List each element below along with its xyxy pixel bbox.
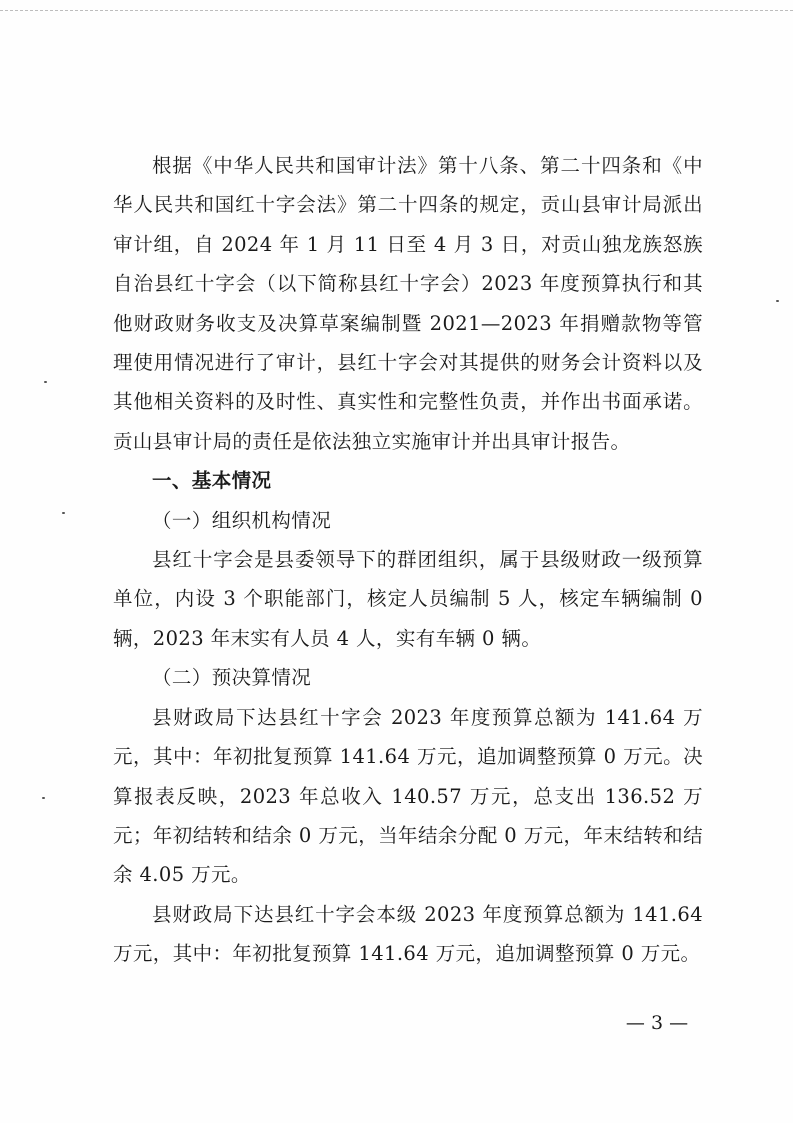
budget-paragraph-1: 县财政局下达县红十字会 2023 年度预算总额为 141.64 万元，其中：年初批复预算 141.64 万元，追加调整预算 0 万元。决算报表反映，2023 年总收入 140.57 万元，总支出 136.52 万元；年初结转和结余 0 万元，当年结余分配 0 万元，年末结转和结余 4.05 万元。 <box>113 705 703 887</box>
subsection-heading-organization: （一）组织机构情况 <box>152 508 332 532</box>
scan-edge-line <box>0 10 793 11</box>
scan-speck <box>44 381 47 383</box>
organization-paragraph: 县红十字会是县委领导下的群团组织，属于县级财政一级预算单位，内设 3 个职能部门，核定人员编制 5 人，核定车辆编制 0 辆，2023 年末实有人员 4 人，实有车辆 0 辆。 <box>113 548 703 650</box>
subsection-heading-budget: （二）预决算情况 <box>152 666 312 690</box>
section-heading-basic-info: 一、基本情况 <box>152 469 272 493</box>
scan-speck <box>62 512 65 514</box>
document-body <box>113 146 703 974</box>
scan-speck <box>776 300 779 302</box>
scan-speck <box>42 797 45 799</box>
page-number: — 3 — <box>625 1012 689 1034</box>
intro-paragraph: 根据《中华人民共和国审计法》第十八条、第二十四条和《中华人民共和国红十字会法》第二十四条的规定，贡山县审计局派出审计组，自 2024 年 1 月 11 日至 4 月 3 日，对贡山独龙族怒族自治县红十字会（以下简称县红十字会）2023 年度预算执行和其他财政财务收支及决算草案编制暨 2021—2023 年捐赠款物等管理使用情况进行了审计，县红十字会对其提供的财务会计资料以及其他相关资料的及时性、真实性和完整性负责，并作出书面承诺。贡山县审计局的责任是依法独立实施审计并出具审计报告。 <box>113 154 703 453</box>
budget-paragraph-2: 县财政局下达县红十字会本级 2023 年度预算总额为 141.64 万元，其中：年初批复预算 141.64 万元，追加调整预算 0 万元。 <box>113 902 703 966</box>
